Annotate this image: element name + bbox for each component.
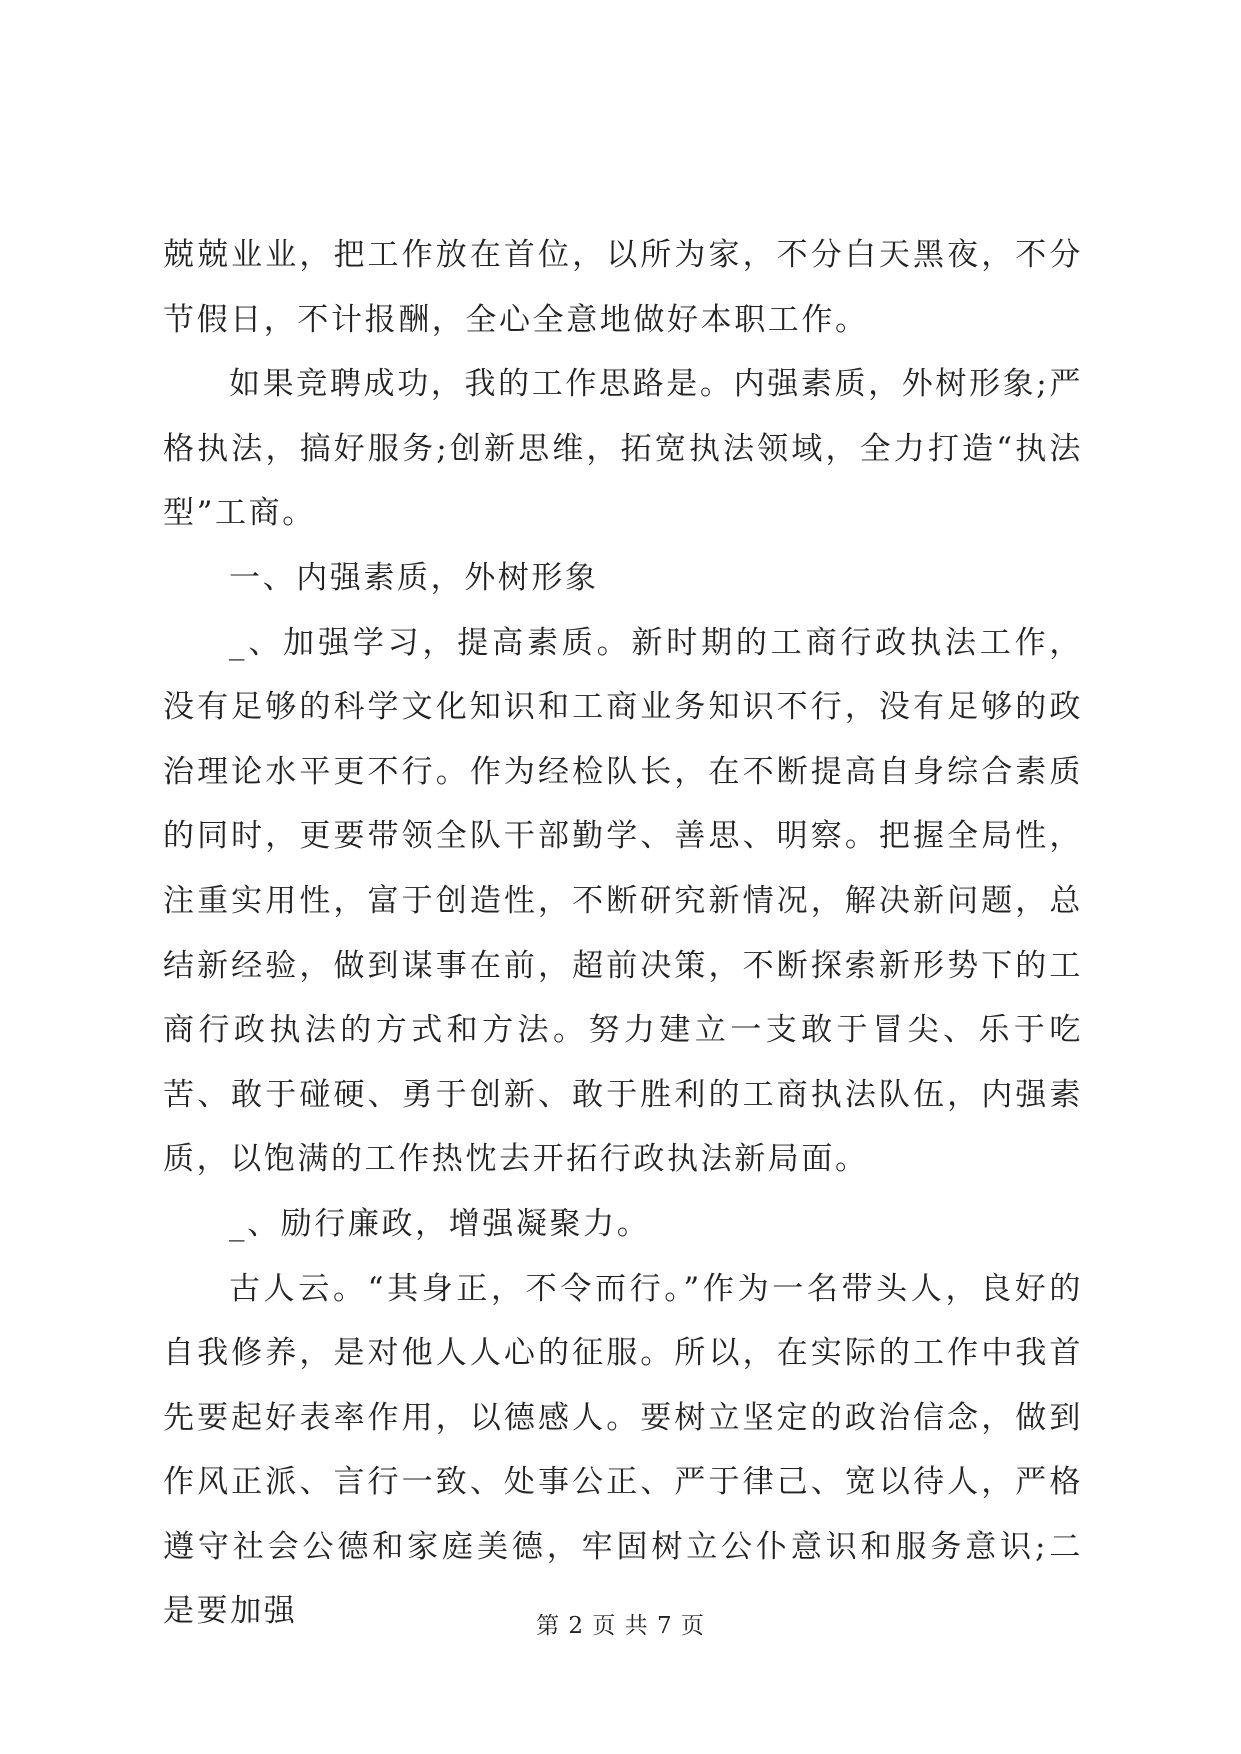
paragraph-work-plan: 如果竞聘成功，我的工作思路是。内强素质，外树形象;严格执法，搞好服务;创新思维，拓宽执法领域，全力打造“执法型”工商。 — [163, 366, 1083, 532]
section-heading-1: 一、内强素质，外树形象 — [229, 559, 599, 596]
paragraph-ancients-say: 古人云。“其身正，不令而行。”作为一名带头人，良好的自我修养，是对他人人心的征服。所以，在实际的工作中我首先要起好表率作用，以德感人。要树立坚定的政治信念，做到作风正派、言行一致、处事公正、严于律己、宽以待人，严格遵守社会公德和家庭美德，牢固树立公仆意识和服务意识;二是要加强 — [163, 1270, 1083, 1630]
document-body — [163, 223, 1083, 1644]
page-footer: 第 2 页 共 7 页 — [536, 1613, 705, 1639]
paragraph-continuation: 兢兢业业，把工作放在首位，以所为家，不分白天黑夜，不分节假日，不计报酬，全心全意地做好本职工作。 — [163, 237, 1083, 338]
subheading-integrity: _、励行廉政，增强凝聚力。 — [229, 1205, 651, 1242]
paragraph-study: _、加强学习，提高素质。新时期的工商行政执法工作，没有足够的科学文化知识和工商业务知识不行，没有足够的政治理论水平更不行。作为经检队长，在不断提高自身综合素质的同时，更要带领全队干部勤学、善思、明察。把握全局性，注重实用性，富于创造性，不断研究新情况，解决新问题，总结新经验，做到谋事在前，超前决策，不断探索新形势下的工商行政执法的方式和方法。努力建立一支敢于冒尖、乐于吃苦、敢于碰硬、勇于创新、敢于胜利的工商执法队伍，内强素质，以饱满的工作热忱去开拓行政执法新局面。 — [163, 624, 1083, 1178]
